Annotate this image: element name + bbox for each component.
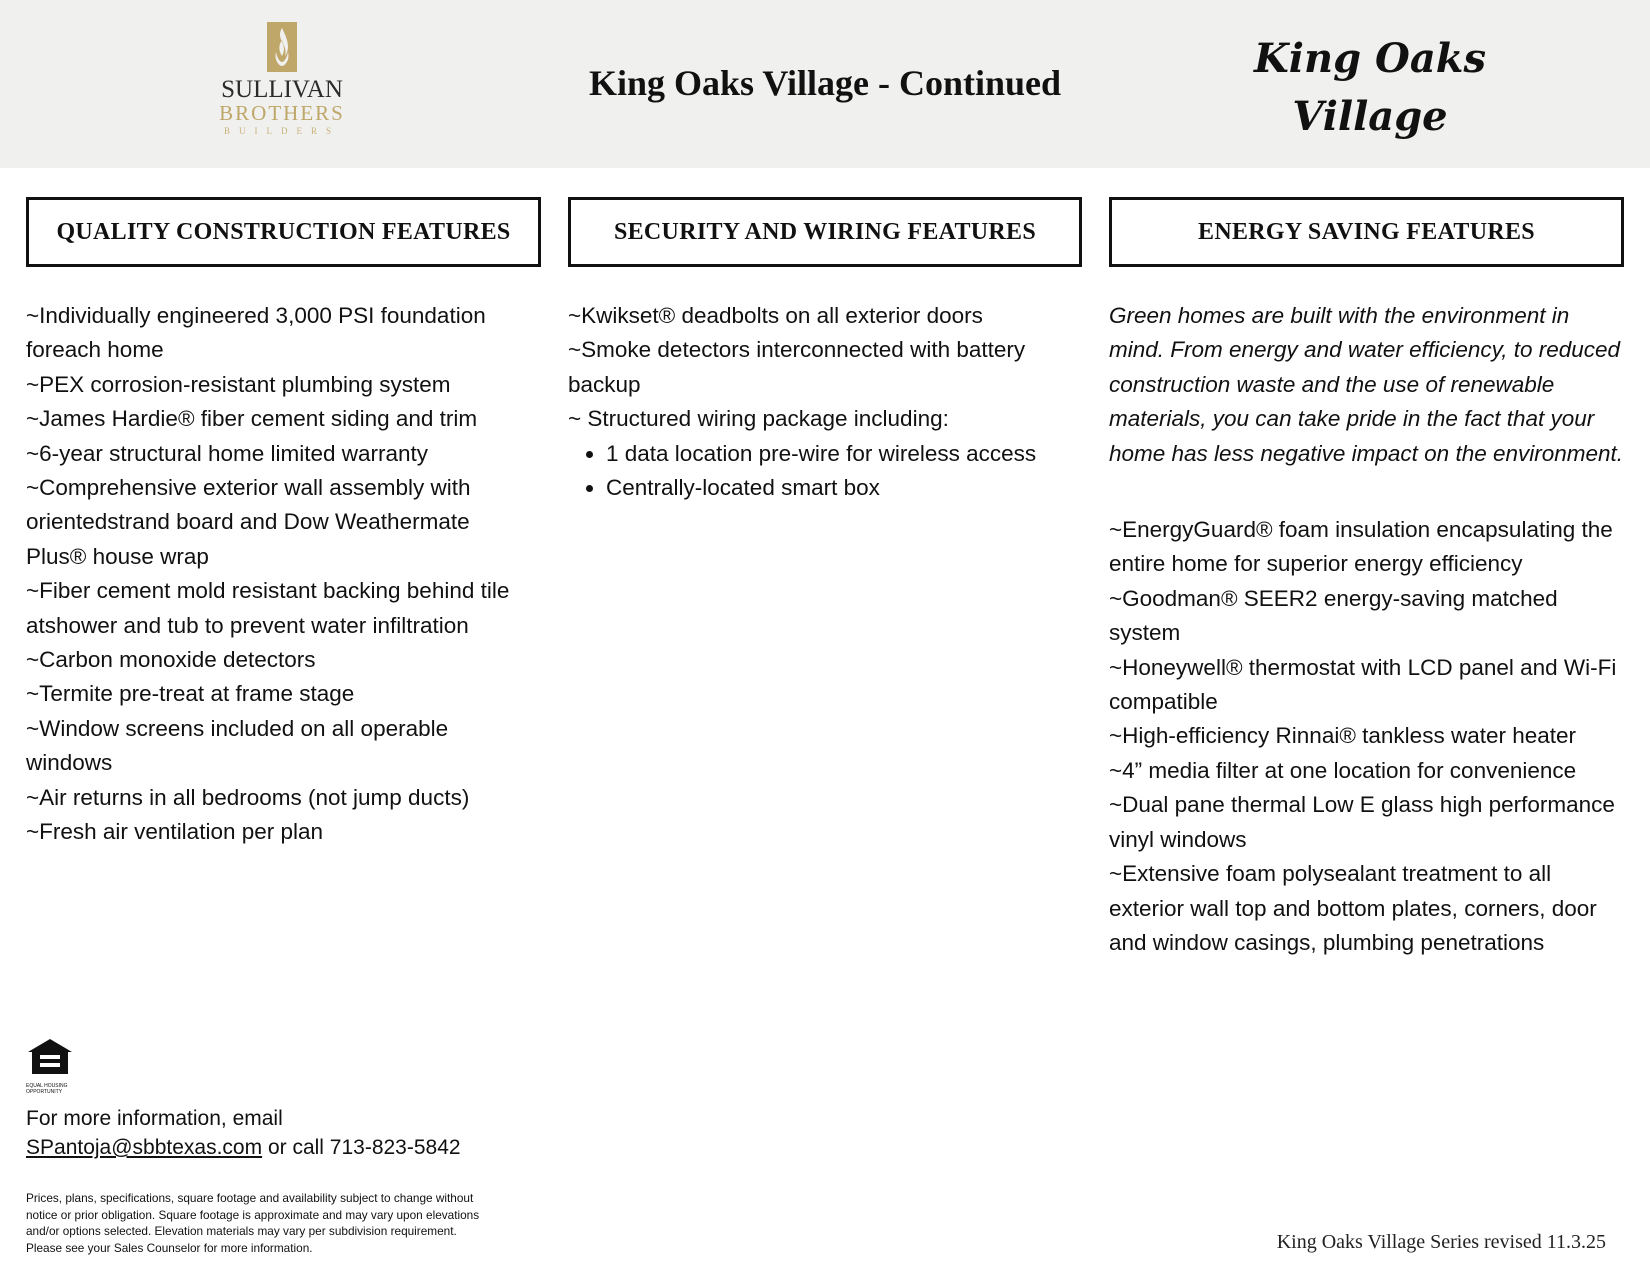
phone-text: or call 713-823-5842 [262,1136,461,1159]
energy-saving-list [1109,299,1629,960]
wiring-bullet-list [568,437,1082,506]
feature-item: ~Dual pane thermal Low E glass high performance vinyl windows [1109,792,1615,852]
logo-text-builders: BUILDERS [223,126,340,136]
feature-item: ~Fiber cement mold resistant backing behind tile atshower and tub to prevent water infiltration [26,578,510,638]
heading-label: QUALITY CONSTRUCTION FEATURES [56,218,511,245]
feature-item: ~Window screens included on all operable windows [26,715,449,776]
king-oaks-village-wordmark [1225,30,1515,146]
feature-item: ~ Structured wiring package including: [568,406,949,432]
quality-construction-list [26,299,534,850]
equal-housing-opportunity-icon [26,1038,76,1095]
logo-text-brothers: BROTHERS [219,101,345,125]
wordmark-line-2: Village [1292,93,1448,140]
feature-item: ~Air returns in all bedrooms (not jump ducts) [26,784,470,810]
security-wiring-heading [568,197,1082,267]
eho-caption: EQUAL HOUSING OPPORTUNITY [26,1083,68,1095]
bullet-item: • 1 data location pre-wire for wireless access [606,437,1082,471]
flame-logo-icon [267,22,297,72]
pricing-disclaimer: Prices, plans, specifications, square footage and availability subject to change without notice or prior obligation. Square footage is approximate and may vary upon elevations and/or options selected. Elevation materials may vary per subdivision requirement. Please see your Sales Counselor for more information. [26,1191,480,1255]
feature-item: ~4” media filter at one location for convenience [1109,757,1577,783]
sullivan-brothers-logo [212,22,352,146]
bullet-item: • Centrally-located smart box [606,471,1082,505]
wordmark-line-1: King Oaks [1254,35,1486,82]
feature-item: ~PEX corrosion-resistant plumbing system [26,371,451,397]
feature-item: ~Carbon monoxide detectors [26,647,316,673]
feature-item: ~Individually engineered 3,000 PSI foundation foreach home [26,303,486,363]
feature-item: ~Termite pre-treat at frame stage [26,681,355,707]
feature-item: ~EnergyGuard® foam insulation encapsulating the entire home for superior energy efficiency [1109,517,1613,577]
feature-item: ~Fresh air ventilation per plan [26,819,324,845]
page-title: King Oaks Village - Continued [588,63,1062,103]
feature-item: ~Kwikset® deadbolts on all exterior doors [568,303,983,328]
feature-item: ~Smoke detectors interconnected with battery backup [568,337,1026,397]
house-icon [26,1038,74,1078]
feature-item: ~Honeywell® thermostat with LCD panel and Wi-Fi compatible [1109,654,1617,715]
contact-line: For more information, email [26,1107,283,1130]
energy-saving-heading [1109,197,1624,267]
feature-item: ~Goodman® SEER2 energy-saving matched system [1109,585,1558,646]
green-homes-intro: Green homes are built with the environment in mind. From energy and water efficiency, to reduced construction waste and the use of renewable materials, you can take pride in the fact that your home has less negative impact on the environment. [1109,303,1624,466]
heading-label: ENERGY SAVING FEATURES [1198,218,1535,245]
logo-text-sullivan: SULLIVAN [221,76,343,103]
email-link[interactable]: SPantoja@sbbtexas.com [26,1136,263,1159]
contact-info [26,1104,461,1162]
contact-line-2 [26,1133,461,1162]
security-wiring-list [568,299,1082,505]
feature-item: ~6-year structural home limited warranty [26,440,429,466]
quality-construction-heading [26,197,541,267]
feature-item: ~High-efficiency Rinnai® tankless water heater [1109,723,1577,749]
feature-item: ~James Hardie® fiber cement siding and trim [26,406,478,432]
header-band [0,0,1650,168]
feature-item: ~Comprehensive exterior wall assembly with orientedstrand board and Dow Weathermate Plus® house wrap [26,475,471,569]
series-revision-note: King Oaks Village Series revised 11.3.25 [1276,1231,1606,1253]
feature-item: ~Extensive foam polysealant treatment to all exterior wall top and bottom plates, corners, door and window casings, plumbing penetrations [1109,861,1597,955]
heading-label: SECURITY AND WIRING FEATURES [613,218,1037,245]
